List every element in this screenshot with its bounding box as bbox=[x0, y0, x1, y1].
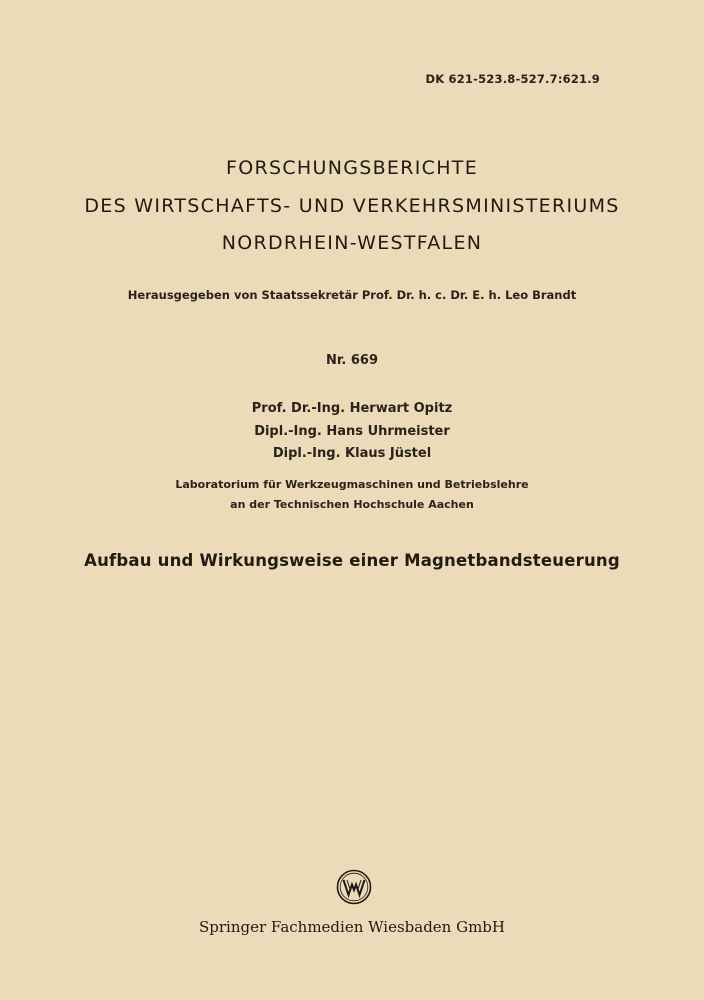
springer-logo-icon bbox=[336, 869, 372, 905]
affiliation bbox=[0, 475, 704, 515]
affiliation-line: an der Technischen Hochschule Aachen bbox=[230, 498, 474, 511]
author: Dipl.-Ing. Hans Uhrmeister bbox=[254, 423, 450, 439]
affiliation-line: Laboratorium für Werkzeugmaschinen und Betriebslehre bbox=[175, 478, 529, 491]
series-line: DES WIRTSCHAFTS- UND VERKEHRSMINISTERIUMS bbox=[84, 194, 620, 217]
series-line: FORSCHUNGSBERICHTE bbox=[225, 157, 478, 179]
author: Prof. Dr.-Ing. Herwart Opitz bbox=[251, 401, 453, 416]
report-number: Nr. 669 bbox=[325, 353, 379, 368]
author-list bbox=[0, 398, 704, 466]
series-heading bbox=[0, 150, 704, 263]
publisher-name: Springer Fachmedien Wiesbaden GmbH bbox=[199, 918, 505, 936]
classification-number: DK 621-523.8-527.7:621.9 bbox=[425, 72, 600, 86]
series-line: NORDRHEIN-WESTFALEN bbox=[221, 232, 483, 254]
editor-line: Herausgegeben von Staatssekretär Prof. Dr. h. c. Dr. E. h. Leo Brandt bbox=[127, 288, 577, 302]
author: Dipl.-Ing. Klaus Jüstel bbox=[272, 446, 432, 461]
report-title: Aufbau und Wirkungsweise einer Magnetbandsteuerung bbox=[84, 551, 620, 570]
